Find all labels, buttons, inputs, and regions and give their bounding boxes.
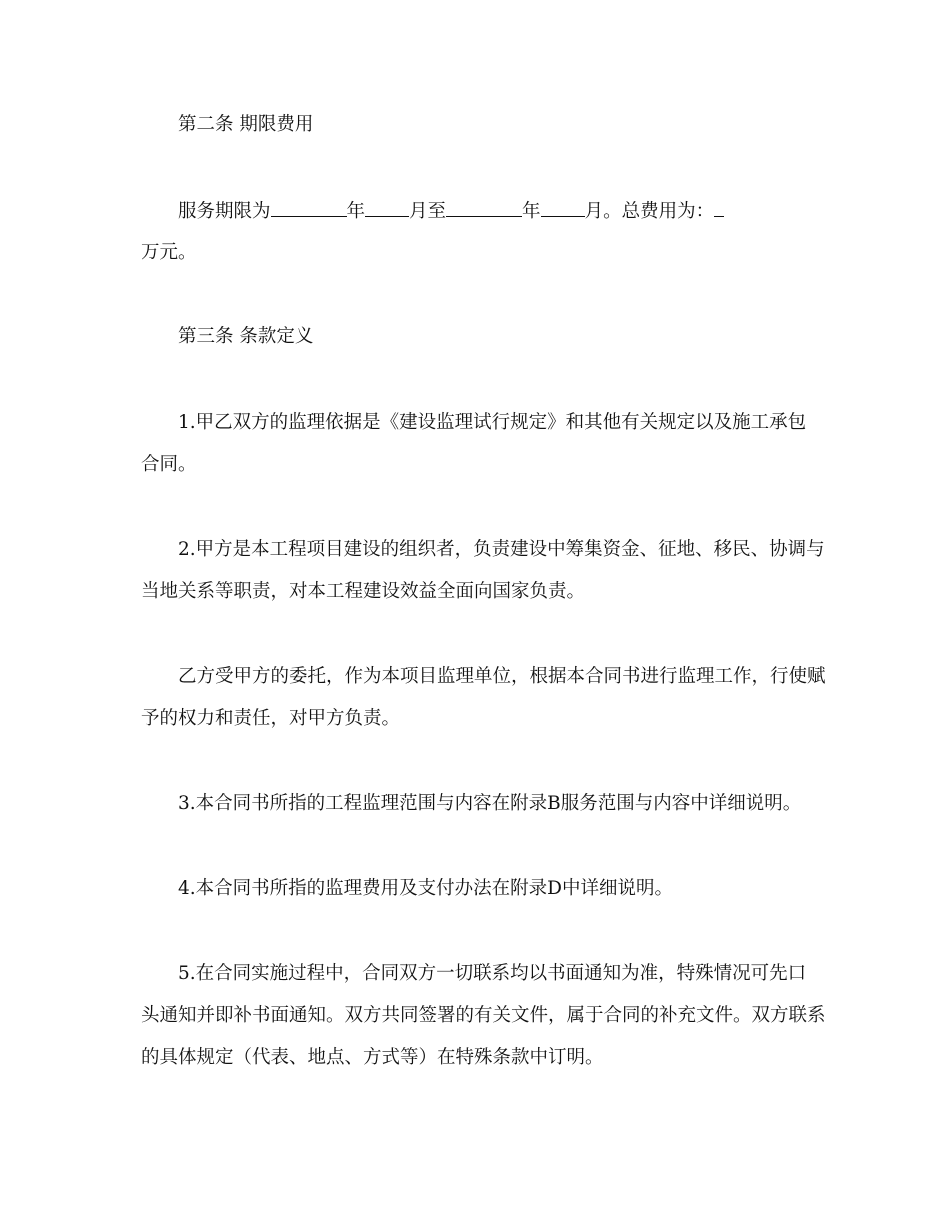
start-month-blank: [365, 199, 409, 217]
service-period-continuation: 万元。: [141, 242, 197, 263]
service-period-label: 服务期限为: [178, 201, 271, 222]
clause-5-line-2: 头通知并即补书面通知。双方共同签署的有关文件，属于合同的补充文件。双方联系: [141, 1005, 826, 1026]
clause-3: 3.本合同书所指的工程监理范围与内容在附录B服务范围与内容中详细说明。: [178, 793, 802, 814]
end-month-blank: [541, 199, 585, 217]
month-to-label: 月至: [409, 201, 447, 222]
service-period-line: [178, 199, 724, 224]
end-year-blank: [446, 199, 522, 217]
year-label-2: 年: [522, 201, 541, 222]
year-label-1: 年: [346, 201, 366, 222]
total-fee-label: 月。总费用为：: [584, 201, 715, 222]
party-b-para-line-2: 予的权力和责任，对甲方负责。: [141, 708, 401, 729]
party-b-para-line-1: 乙方受甲方的委托，作为本项目监理单位，根据本合同书进行监理工作，行使赋: [178, 666, 826, 687]
clause-4: 4.本合同书所指的监理费用及支付办法在附录D中详细说明。: [178, 878, 673, 899]
clause-2-line-1: 2.甲方是本工程项目建设的组织者，负责建设中筹集资金、征地、移民、协调与: [178, 539, 825, 560]
start-year-blank: [271, 199, 347, 217]
clause-5-line-1: 5.在合同实施过程中，合同双方一切联系均以书面通知为准，特殊情况可先口: [178, 963, 807, 984]
clause-1-line-1: 1.甲乙双方的监理依据是《建设监理试行规定》和其他有关规定以及施工承包: [178, 412, 807, 433]
clause-1-line-2: 合同。: [141, 454, 197, 475]
total-fee-blank: [714, 199, 724, 217]
clause-2-line-2: 当地关系等职责，对本工程建设效益全面向国家负责。: [141, 581, 586, 602]
clause-5-line-3: 的具体规定（代表、地点、方式等）在特殊条款中订明。: [141, 1047, 604, 1068]
article-2-heading: 第二条 期限费用: [178, 114, 314, 135]
article-3-heading: 第三条 条款定义: [178, 326, 314, 347]
